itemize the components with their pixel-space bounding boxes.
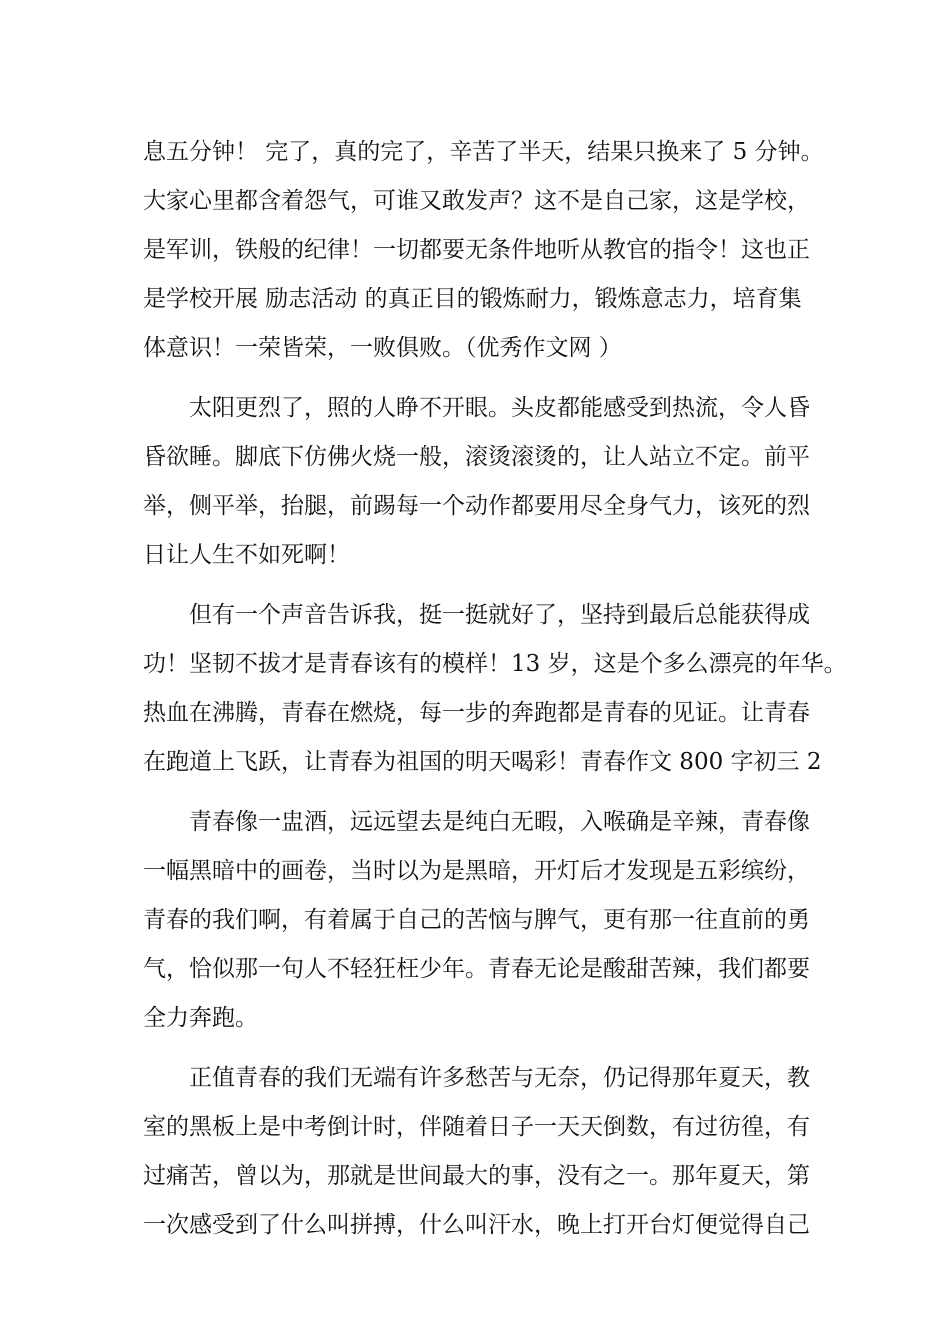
text-line: 举，侧平举，抬腿，前踢每一个动作都要用尽全身气力，该死的烈	[143, 493, 810, 519]
text-line: 一次感受到了什么叫拼搏，什么叫汗水，晚上打开台灯便觉得自己	[143, 1212, 810, 1238]
text-line: 昏欲睡。脚底下仿佛火烧一般，滚烫滚烫的，让人站立不定。前平	[143, 444, 810, 470]
paragraph-start-line: 但有一个声音告诉我，挺一挺就好了，坚持到最后总能获得成	[189, 602, 810, 628]
text-line: 大家心里都含着怨气，可谁又敢发声？这不是自己家，这是学校，	[143, 188, 810, 214]
text-line: 热血在沸腾，青春在燃烧，每一步的奔跑都是青春的见证。让青春	[143, 700, 810, 726]
text-line: 日让人生不如死啊！	[143, 542, 350, 568]
text-line: 在跑道上飞跃，让青春为祖国的明天喝彩！青春作文 800 字初三 2	[143, 749, 822, 775]
text-line: 一幅黑暗中的画卷，当时以为是黑暗，开灯后才发现是五彩缤纷，	[143, 858, 810, 884]
paragraph-start-line: 青春像一盅酒，远远望去是纯白无暇，入喉确是辛辣，青春像	[189, 809, 810, 835]
text-line: 是学校开展 励志活动 的真正目的锻炼耐力，锻炼意志力，培育集	[143, 286, 802, 312]
text-line: 过痛苦，曾以为，那就是世间最大的事，没有之一。那年夏天，第	[143, 1163, 810, 1189]
text-line: 体意识！一荣皆荣，一败俱败。（优秀作文网 ）	[143, 335, 622, 361]
essay-body	[143, 128, 847, 1250]
text-line: 室的黑板上是中考倒计时，伴随着日子一天天倒数，有过彷徨，有	[143, 1114, 810, 1140]
text-line: 是军训，铁般的纪律！一切都要无条件地听从教官的指令！这也正	[143, 237, 810, 263]
text-line: 功！坚韧不拔才是青春该有的模样！13 岁，这是个多么漂亮的年华。	[143, 651, 847, 677]
paragraph-start-line: 太阳更烈了，照的人睁不开眼。头皮都能感受到热流，令人昏	[189, 395, 810, 421]
text-line: 气，恰似那一句人不轻狂枉少年。青春无论是酸甜苦辣，我们都要	[143, 956, 810, 982]
text-line: 青春的我们啊，有着属于自己的苦恼与脾气，更有那一往直前的勇	[143, 907, 810, 933]
text-line: 息五分钟！ 完了，真的完了，辛苦了半天，结果只换来了 5 分钟。	[143, 139, 824, 165]
paragraph-start-line: 正值青春的我们无端有许多愁苦与无奈，仍记得那年夏天，教	[189, 1065, 810, 1091]
text-line: 全力奔跑。	[143, 1005, 258, 1031]
